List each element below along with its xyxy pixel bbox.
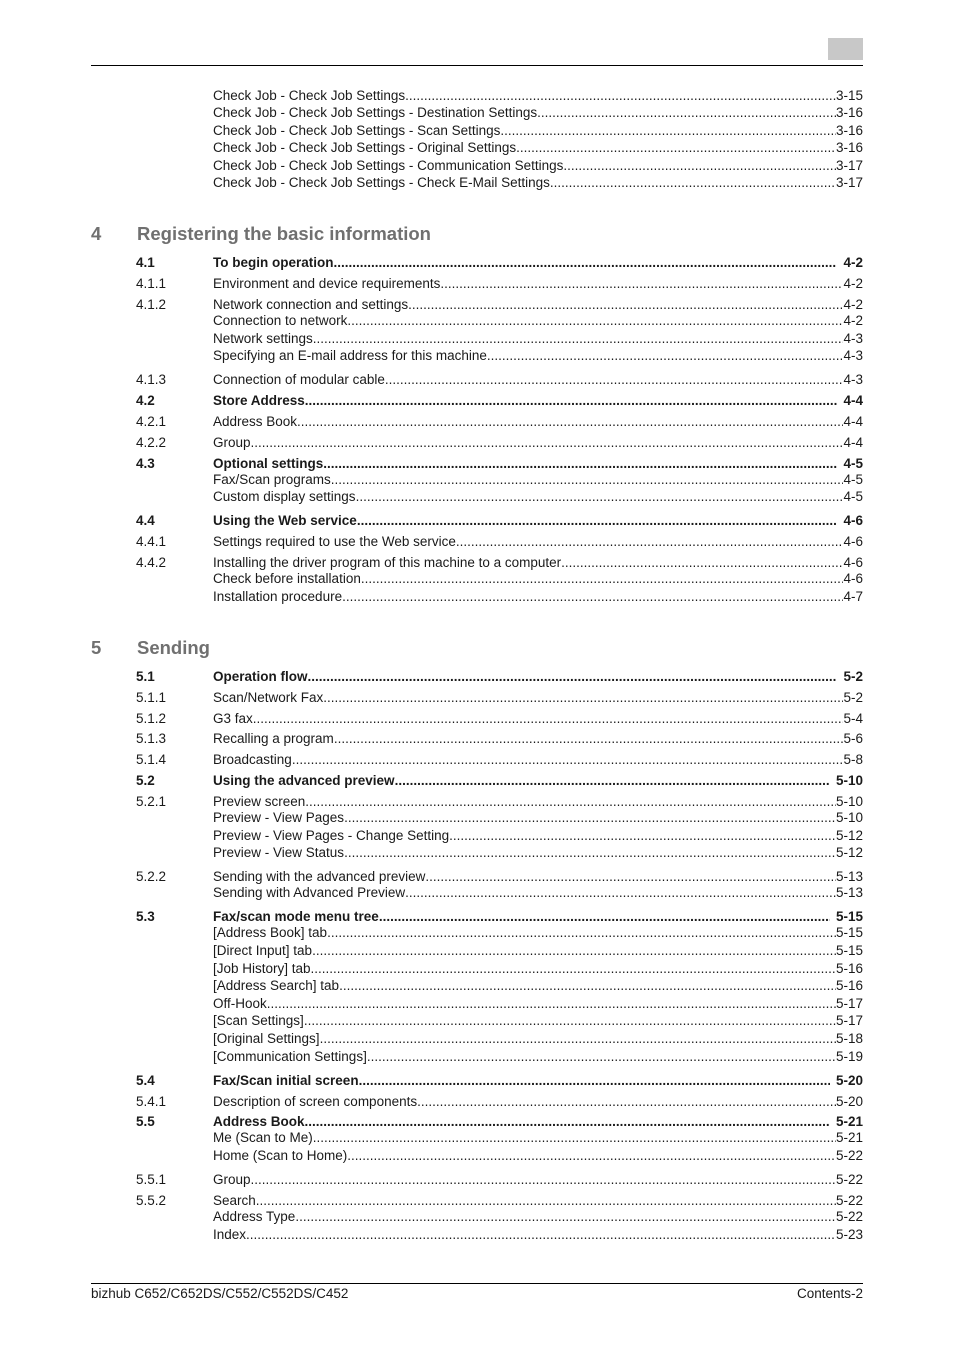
toc-entry-title: [Address Search] tab [213, 978, 340, 993]
toc-entry[interactable] [136, 827, 863, 845]
dot-leader [246, 1226, 836, 1244]
toc-entry-page: 3-16 [835, 140, 863, 155]
dot-leader [550, 174, 836, 192]
toc-entry-title: Group [213, 1172, 251, 1187]
toc-entry-page: 5-16 [835, 961, 863, 976]
chapter-number: 4 [91, 223, 102, 244]
toc-entry-number: 4.4 [136, 513, 155, 528]
toc-entry-page: 5-4 [843, 711, 863, 726]
toc-entry[interactable] [136, 471, 863, 489]
toc-entry-title: Using the Web service [213, 513, 357, 528]
toc-entry-number: 4.1.2 [136, 297, 167, 312]
toc-entry[interactable] [136, 488, 863, 506]
toc-entry-title: Group [213, 435, 251, 450]
toc-entry-page: 4-5 [843, 472, 863, 487]
dot-leader [304, 1012, 836, 1030]
toc-entry-title: Sending with the advanced preview [213, 869, 426, 884]
toc-entry-page: 4-3 [843, 372, 863, 387]
toc-entry-title: Preview - View Pages [213, 810, 345, 825]
toc-entry-page: 4-6 [843, 534, 863, 549]
toc-entry-number: 4.3 [136, 456, 155, 471]
toc-entry[interactable] [136, 710, 863, 728]
toc-entry-number: 5.1.3 [136, 731, 167, 746]
toc-entry-title: Check Job - Check Job Settings - Destination Settings [213, 105, 538, 120]
toc-entry-page: 4-5 [843, 489, 863, 504]
toc-entry[interactable] [136, 1030, 863, 1048]
toc-entry-title: Network connection and settings [213, 297, 409, 312]
toc-entry-page: 5-17 [835, 1013, 863, 1028]
toc-entry-number: 5.4.1 [136, 1094, 167, 1109]
dot-leader [342, 588, 843, 606]
toc-entry-title: Off-Hook [213, 996, 267, 1011]
toc-entry-number: 5.1.2 [136, 711, 167, 726]
toc-entry-page: 5-10 [835, 810, 863, 825]
dot-leader [311, 960, 836, 978]
toc-entry-page: 5-15 [835, 909, 863, 924]
toc-entry-title: [Original Settings] [213, 1031, 320, 1046]
toc-entry-page: 5-22 [835, 1148, 863, 1163]
dot-leader [334, 254, 838, 272]
toc-entry-page: 5-15 [835, 925, 863, 940]
toc-entry[interactable] [136, 371, 863, 389]
toc-entry-number: 5.1.4 [136, 752, 167, 767]
toc-entry-title: Description of screen components [213, 1094, 418, 1109]
toc-entry-title: Address Book [213, 1114, 305, 1129]
toc-entry-page: 5-21 [835, 1130, 863, 1145]
toc-entry-title: Me (Scan to Me) [213, 1130, 313, 1145]
toc-entry-page: 3-15 [835, 88, 863, 103]
toc-entry-title: [Communication Settings] [213, 1049, 367, 1064]
dot-leader [323, 689, 843, 707]
dot-leader [295, 1208, 836, 1226]
toc-entry[interactable] [136, 1129, 863, 1147]
toc-entry-page: 5-17 [835, 996, 863, 1011]
dot-leader [395, 772, 830, 790]
dot-leader [313, 1129, 836, 1147]
toc-entry-title: Recalling a program [213, 731, 334, 746]
toc-entry[interactable] [136, 960, 863, 978]
toc-entry-page: 3-17 [835, 175, 863, 190]
toc-entry[interactable] [136, 1048, 863, 1066]
toc-entry-title: Search [213, 1193, 256, 1208]
dot-leader [347, 1147, 836, 1165]
toc-entry[interactable] [136, 254, 863, 272]
toc-entry-title: Check Job - Check Job Settings [213, 88, 406, 103]
toc-entry-page: 5-2 [843, 690, 863, 705]
dot-leader [297, 413, 843, 431]
toc-entry[interactable] [136, 924, 863, 942]
toc-entry-title: Optional settings [213, 456, 324, 471]
dot-leader [367, 1048, 836, 1066]
toc-entry-number: 5.4 [136, 1073, 155, 1088]
toc-entry-title: Operation flow [213, 669, 308, 684]
toc-entry-title: Connection to network [213, 313, 348, 328]
toc-entry[interactable] [136, 157, 863, 175]
toc-entry-title: G3 fax [213, 711, 253, 726]
toc-entry-page: 4-7 [843, 589, 863, 604]
toc-entry-title: Store Address [213, 393, 305, 408]
toc-entry-title: Broadcasting [213, 752, 292, 767]
chapter-title: Registering the basic information [137, 223, 431, 244]
dot-leader [308, 668, 838, 686]
dot-leader [356, 488, 844, 506]
toc-entry-number: 4.1.3 [136, 372, 167, 387]
toc-entry-page: 5-13 [835, 869, 863, 884]
toc-entry-page: 4-3 [843, 348, 863, 363]
toc-entry[interactable] [136, 1072, 863, 1090]
dot-leader [417, 1093, 836, 1111]
dot-leader [456, 533, 844, 551]
toc-entry[interactable] [136, 689, 863, 707]
toc-entry-number: 5.5.1 [136, 1172, 167, 1187]
chapter-heading [91, 222, 431, 246]
toc-entry-number: 4.4.1 [136, 534, 167, 549]
dot-leader [405, 884, 836, 902]
toc-entry-title: Check Job - Check Job Settings - Check E-Mail Settings [213, 175, 550, 190]
dot-leader [251, 1171, 836, 1189]
toc-entry-page: 5-13 [835, 885, 863, 900]
dot-leader [487, 347, 844, 365]
toc-entry-title: Sending with Advanced Preview [213, 885, 406, 900]
toc-entry-page: 4-6 [843, 555, 863, 570]
toc-entry[interactable] [136, 347, 863, 365]
footer-rule [91, 1283, 863, 1284]
chapter-heading [91, 636, 210, 660]
toc-entry-page: 5-23 [835, 1227, 863, 1242]
toc-entry-page: 5-22 [835, 1172, 863, 1187]
toc-entry[interactable] [136, 104, 863, 122]
toc-entry[interactable] [136, 995, 863, 1013]
toc-entry-page: 4-4 [843, 414, 863, 429]
toc-entry-page: 5-18 [835, 1031, 863, 1046]
toc-entry-page: 4-6 [843, 571, 863, 586]
toc-entry-number: 5.1 [136, 669, 155, 684]
toc-entry-title: Check Job - Check Job Settings - Communication Settings [213, 158, 564, 173]
toc-entry-title: [Address Book] tab [213, 925, 328, 940]
toc-entry[interactable] [136, 434, 863, 452]
toc-entry-title: Check Job - Check Job Settings - Original Settings [213, 140, 517, 155]
dot-leader [334, 730, 844, 748]
dot-leader [440, 275, 843, 293]
toc-entry-title: Fax/Scan programs [213, 472, 331, 487]
toc-entry[interactable] [136, 122, 863, 140]
toc-entry-page: 3-17 [835, 158, 863, 173]
dot-leader [331, 471, 844, 489]
toc-entry[interactable] [136, 512, 863, 530]
dot-leader [347, 312, 843, 330]
dot-leader [516, 139, 836, 157]
toc-entry[interactable] [136, 413, 863, 431]
toc-entry[interactable] [136, 392, 863, 410]
toc-entry-title: Environment and device requirements [213, 276, 441, 291]
toc-entry[interactable] [136, 1093, 863, 1111]
toc-entry-title: Installation procedure [213, 589, 343, 604]
toc-entry[interactable] [136, 1208, 863, 1226]
toc-entry[interactable] [136, 1012, 863, 1030]
toc-entry-page: 5-19 [835, 1049, 863, 1064]
toc-entry-title: Preview - View Pages - Change Setting [213, 828, 450, 843]
toc-entry[interactable] [136, 884, 863, 902]
toc-entry-number: 4.4.2 [136, 555, 167, 570]
toc-entry-title: Custom display settings [213, 489, 356, 504]
dot-leader [385, 371, 844, 389]
dot-leader [449, 827, 836, 845]
dot-leader [339, 977, 836, 995]
toc-entry[interactable] [136, 570, 863, 588]
footer-page-number: Contents-2 [796, 1286, 863, 1301]
toc-entry-page: 5-22 [835, 1193, 863, 1208]
toc-entry-page: 4-2 [843, 297, 863, 312]
toc-entry[interactable] [136, 312, 863, 330]
toc-entry-page: 4-3 [843, 331, 863, 346]
toc-entry-title: Address Book [213, 414, 298, 429]
chapter-number: 5 [91, 637, 102, 658]
toc-entry[interactable] [136, 942, 863, 960]
toc-entry[interactable] [136, 174, 863, 192]
toc-entry-title: Network settings [213, 331, 313, 346]
toc-entry[interactable] [136, 772, 863, 790]
toc-entry[interactable] [136, 730, 863, 748]
toc-entry-title: Using the advanced preview [213, 773, 395, 788]
toc-entry-page: 5-20 [835, 1073, 863, 1088]
toc-entry[interactable] [136, 751, 863, 769]
toc-entry-page: 5-12 [835, 828, 863, 843]
toc-entry[interactable] [136, 1226, 863, 1244]
toc-entry-title: Preview screen [213, 794, 306, 809]
toc-entry[interactable] [136, 977, 863, 995]
toc-entry-title: Check Job - Check Job Settings - Scan Settings [213, 123, 501, 138]
toc-entry[interactable] [136, 275, 863, 293]
toc-entry-number: 5.2.1 [136, 794, 167, 809]
toc-entry-number: 4.1.1 [136, 276, 167, 291]
toc-entry[interactable] [136, 139, 863, 157]
toc-entry-number: 5.1.1 [136, 690, 167, 705]
toc-entry-title: [Job History] tab [213, 961, 311, 976]
toc-entry-page: 5-12 [835, 845, 863, 860]
toc-entry-title: Preview - View Status [213, 845, 345, 860]
dot-leader [361, 570, 844, 588]
dot-leader [537, 104, 836, 122]
toc-entry-number: 5.5.2 [136, 1193, 167, 1208]
toc-entry-page: 4-4 [843, 435, 863, 450]
toc-entry[interactable] [136, 533, 863, 551]
toc-entry-page: 5-6 [843, 731, 863, 746]
toc-entry-page: 5-16 [835, 978, 863, 993]
dot-leader [405, 87, 836, 105]
toc-entry-page: 5-10 [835, 773, 863, 788]
toc-entry-title: Fax/scan mode menu tree [213, 909, 379, 924]
toc-entry-number: 5.5 [136, 1114, 155, 1129]
toc-entry-number: 5.2.2 [136, 869, 167, 884]
toc-entry-title: Check before installation [213, 571, 361, 586]
dot-leader [251, 434, 844, 452]
toc-entry-page: 5-2 [843, 669, 863, 684]
toc-entry-page: 5-21 [835, 1114, 863, 1129]
toc-entry-page: 4-6 [843, 513, 863, 528]
toc-entry-number: 5.2 [136, 773, 155, 788]
toc-entry-page: 4-4 [843, 393, 863, 408]
dot-leader [357, 512, 838, 530]
dot-leader [292, 751, 844, 769]
dot-leader [500, 122, 836, 140]
toc-entry[interactable] [136, 588, 863, 606]
toc-entry[interactable] [136, 330, 863, 348]
toc-entry-title: To begin operation [213, 255, 334, 270]
dot-leader [320, 1030, 836, 1048]
toc-entry-title: [Scan Settings] [213, 1013, 304, 1028]
toc-entry-title: Home (Scan to Home) [213, 1148, 348, 1163]
toc-entry[interactable] [136, 1171, 863, 1189]
toc-entry-number: 4.1 [136, 255, 155, 270]
toc-entry-page: 3-16 [835, 105, 863, 120]
toc-entry-page: 4-2 [843, 276, 863, 291]
toc-entry-title: Scan/Network Fax [213, 690, 324, 705]
toc-entry-title: Installing the driver program of this machine to a computer [213, 555, 562, 570]
toc-entry-page: 4-2 [843, 255, 863, 270]
toc-entry-page: 4-2 [843, 313, 863, 328]
toc-entry-title: Specifying an E-mail address for this machine [213, 348, 487, 363]
toc-entry-page: 5-8 [843, 752, 863, 767]
dot-leader [327, 924, 836, 942]
toc-entry-page: 5-20 [835, 1094, 863, 1109]
toc-entry[interactable] [136, 809, 863, 827]
toc-entry[interactable] [136, 844, 863, 862]
dot-leader [313, 330, 844, 348]
toc-entry-page: 5-15 [835, 943, 863, 958]
toc-entry-title: Index [213, 1227, 247, 1242]
dot-leader [563, 157, 836, 175]
dot-leader [344, 809, 836, 827]
toc-entry-title: Settings required to use the Web service [213, 534, 456, 549]
toc-entry[interactable] [136, 1147, 863, 1165]
toc-entry[interactable] [136, 668, 863, 686]
toc-entry-title: Connection of modular cable [213, 372, 385, 387]
dot-leader [312, 942, 836, 960]
toc-entry-number: 4.2.1 [136, 414, 167, 429]
dot-leader [253, 710, 844, 728]
dot-leader [267, 995, 836, 1013]
toc-entry-number: 4.2 [136, 393, 155, 408]
toc-entry-page: 5-22 [835, 1209, 863, 1224]
toc-entry-title: [Direct Input] tab [213, 943, 313, 958]
chapter-title: Sending [137, 637, 210, 658]
toc-entry-number: 5.3 [136, 909, 155, 924]
dot-leader [305, 392, 838, 410]
toc-entry[interactable] [136, 87, 863, 105]
toc-entry-title: Address Type [213, 1209, 296, 1224]
dot-leader [359, 1072, 830, 1090]
dot-leader [344, 844, 836, 862]
toc-entry-page: 3-16 [835, 123, 863, 138]
toc-entry-number: 4.2.2 [136, 435, 167, 450]
footer-model: bizhub C652/C652DS/C552/C552DS/C452 [91, 1286, 349, 1301]
toc-entry-page: 5-10 [835, 794, 863, 809]
toc-entry-title: Fax/Scan initial screen [213, 1073, 359, 1088]
toc-entry-page: 4-5 [843, 456, 863, 471]
